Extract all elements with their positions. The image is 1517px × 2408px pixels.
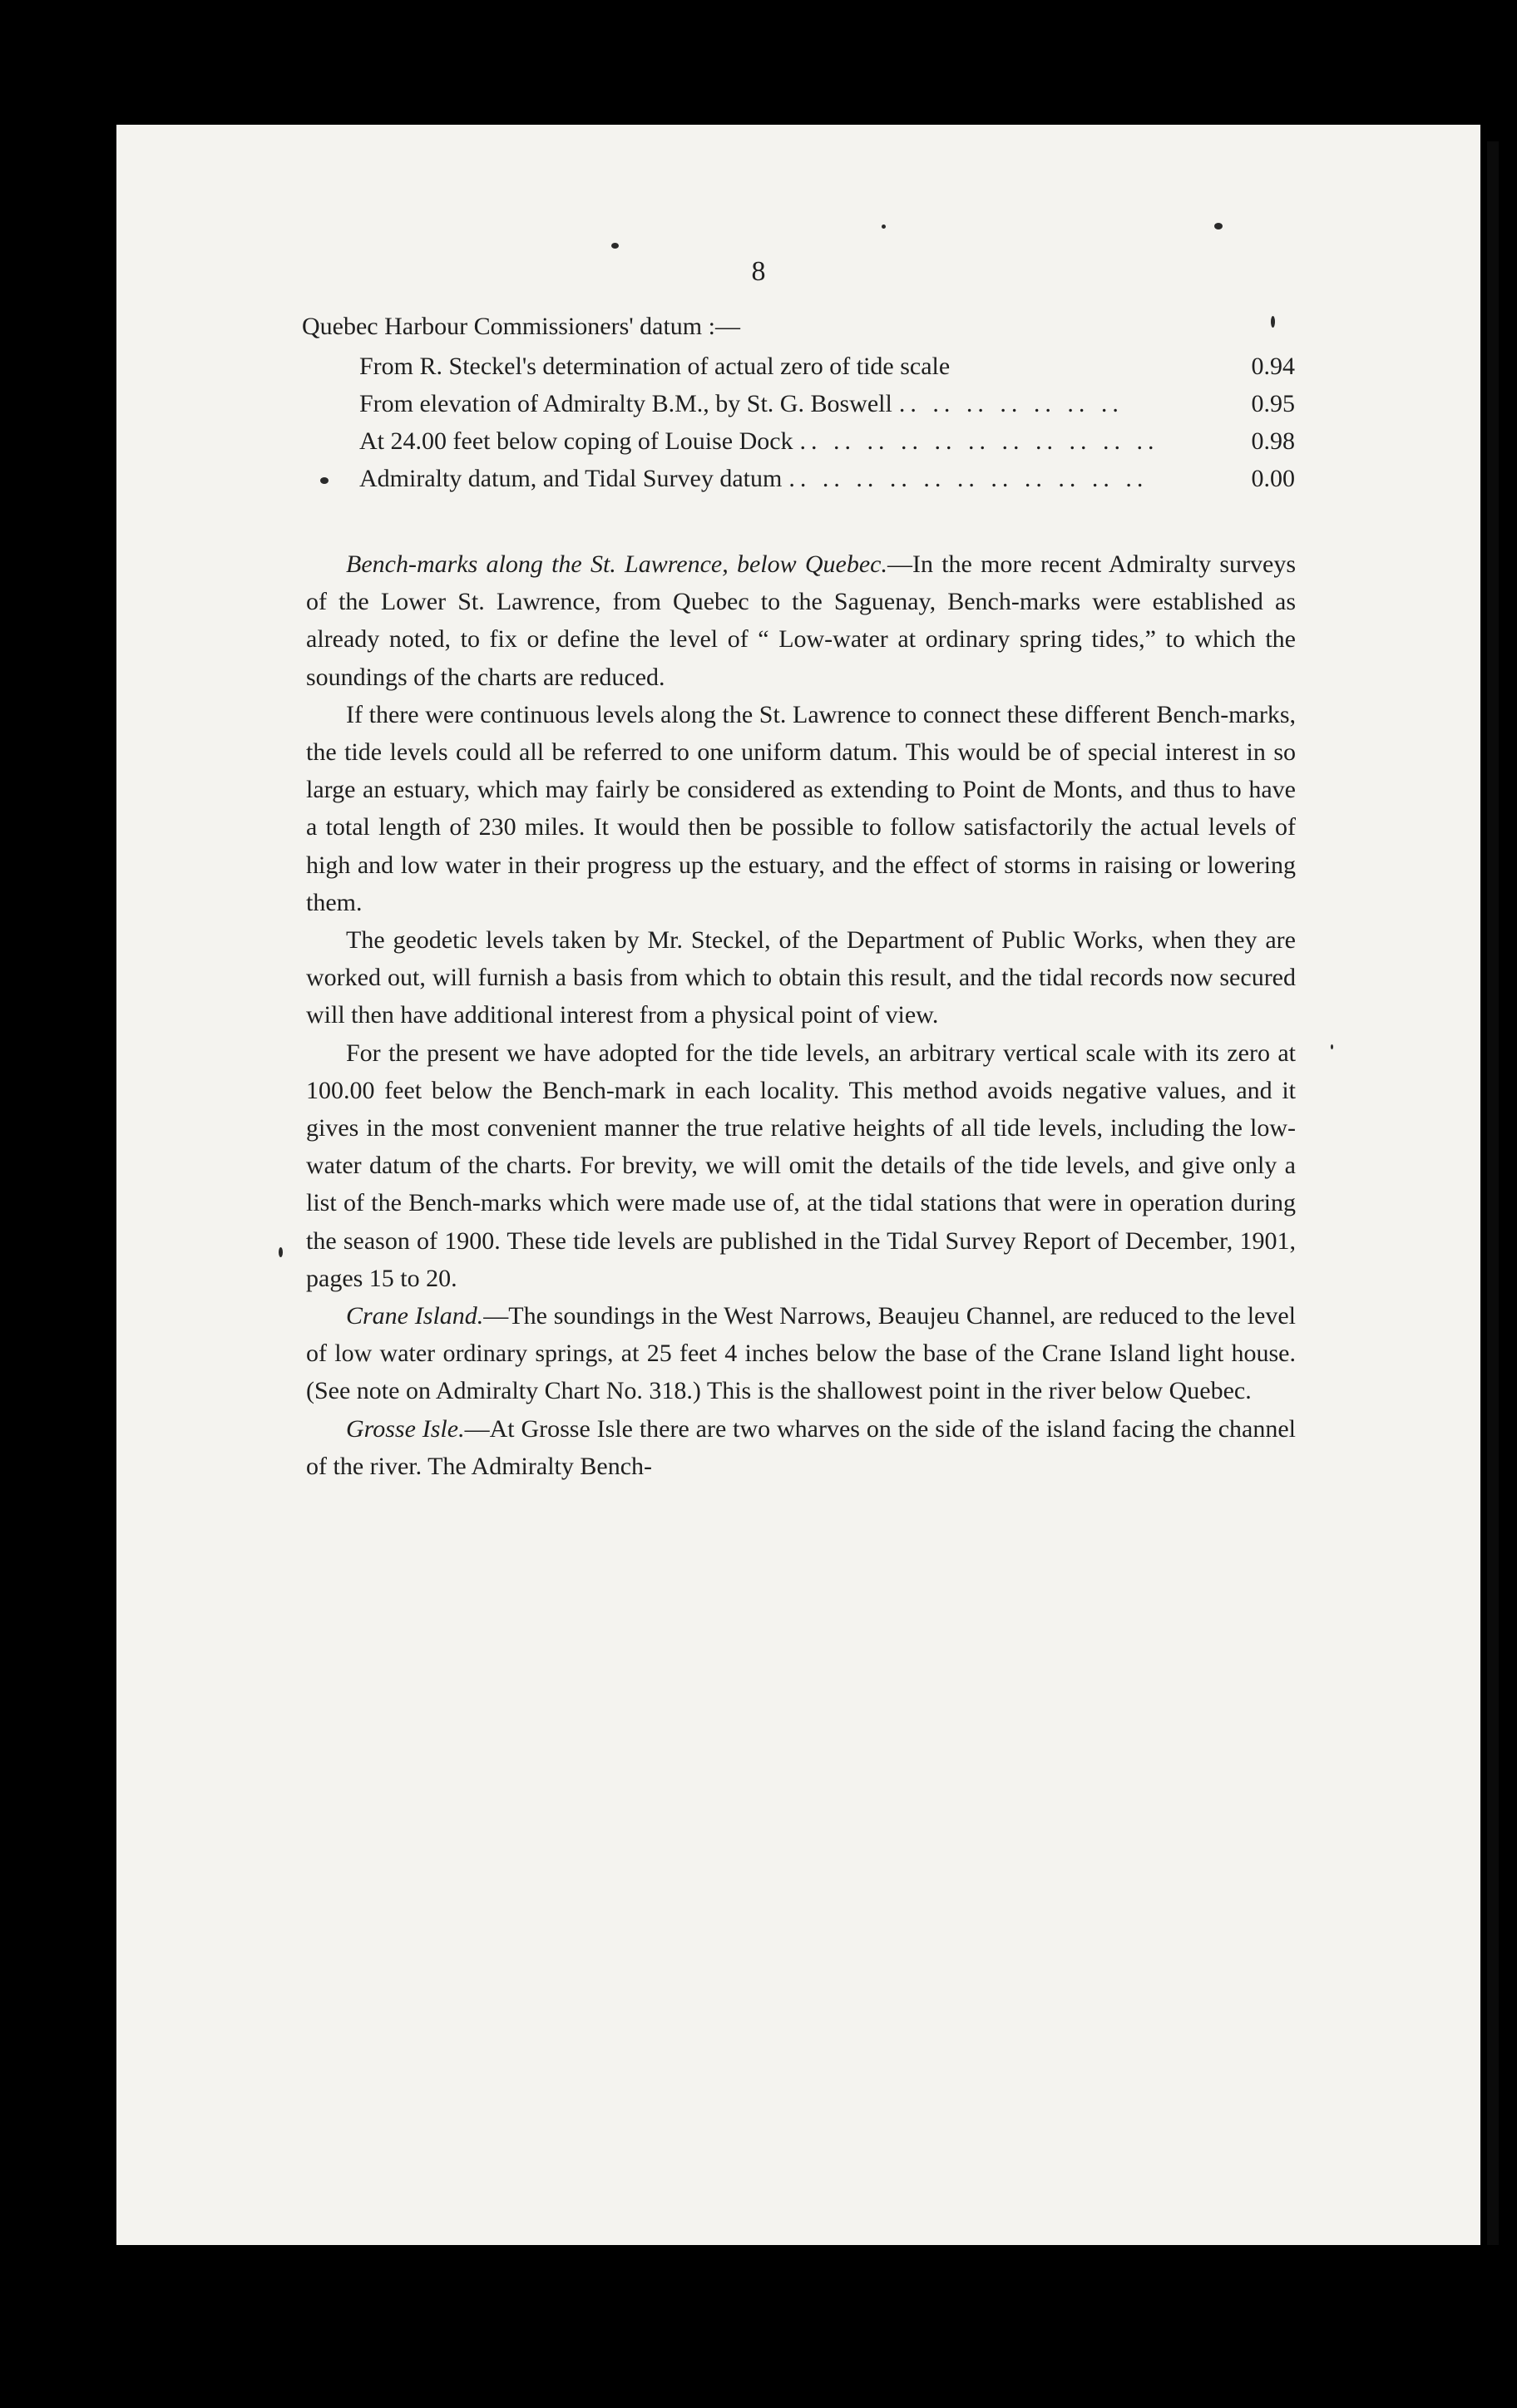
- datum-label: Admiralty datum, and Tidal Survey datum: [359, 465, 783, 492]
- adjacent-page-edge: [1487, 141, 1499, 2245]
- datum-row: [359, 465, 1295, 502]
- datum-row: [359, 390, 1295, 427]
- page-number: 8: [751, 256, 766, 287]
- datum-label: From elevation of Admiralty B.M., by St. G. Boswell: [359, 390, 892, 417]
- dot-leader: .. .. .. .. .. .. .. .. .. .. ..: [788, 465, 1149, 492]
- datum-heading: Quebec Harbour Commissioners' datum :—: [302, 313, 740, 340]
- paragraph: [306, 545, 1296, 696]
- paragraph-text: —In the more recent Admiralty surveys of the Lower St. Lawrence, from Quebec to the Saguenay, Bench-marks were established as already noted, to fix or define the level of “ Low-water at ordinary spring tides,” to which the soundings of the charts are reduced.: [306, 550, 1296, 691]
- dot-leader: .. .. .. .. .. .. .. .. .. .. ..: [799, 427, 1159, 455]
- paragraph-text: —The soundings in the West Narrows, Beaujeu Channel, are reduced to the level of low water ordinary springs, at 25 feet 4 inches below the base of the Crane Island light house. (See note on Admiralty Chart No. 318.) This is the shallowest point in the river below Quebec.: [306, 1302, 1297, 1405]
- dot-leader: .. .. .. .. .. .. ..: [898, 390, 1124, 417]
- datum-table: [359, 353, 1295, 502]
- datum-label: At 24.00 feet below coping of Louise Dock: [359, 427, 793, 455]
- paragraph-text: The geodetic levels taken by Mr. Steckel, of the Department of Public Works, when they are worked out, will furnish a basis from which to obtain this result, and the tidal records now secured will then have additional interest from a physical point of view.: [306, 926, 1296, 1029]
- run-in-heading: Bench-marks along the St. Lawrence, below Quebec.: [346, 550, 887, 578]
- run-in-heading: Crane Island.: [346, 1302, 484, 1330]
- datum-label: From R. Steckel's determination of actual zero of tide scale: [359, 353, 951, 380]
- datum-value: 0.98: [1251, 427, 1295, 455]
- datum-row: [359, 353, 1295, 390]
- paragraph: [306, 1297, 1296, 1410]
- paragraph-text: For the present we have adopted for the tide levels, an arbitrary vertical scale with its zero at 100.00 feet below the Bench-mark in each locality. This method avoids negative values, and it gives in the most convenient manner the true relative heights of all tide levels, including the low-water datum of the charts. For brevity, we will omit the details of the tide levels, and give only a list of the Bench-marks which were made use of, at the tidal stations that were in operation during the season of 1900. These tide levels are published in the Tidal Survey Report of December, 1901, pages 15 to 20.: [306, 1039, 1296, 1292]
- datum-value: 0.94: [1251, 353, 1295, 380]
- body-text: [306, 545, 1296, 1485]
- paragraph: [306, 921, 1296, 1034]
- paragraph-text: —At Grosse Isle there are two wharves on the side of the island facing the channel of the river. The Admiralty Bench-: [306, 1414, 1296, 1480]
- datum-value: 0.00: [1251, 465, 1295, 492]
- paragraph: [306, 1410, 1296, 1485]
- paragraph-text: If there were continuous levels along the St. Lawrence to connect these different Bench-marks, the tide levels could all be referred to one uniform datum. This would be of special interest in so large an estuary, which may fairly be considered as extending to Point de Monts, and thus to have a total length of 230 miles. It would then be possible to follow satisfactorily the actual levels of high and low water in their progress up the estuary, and the effect of storms in raising or lowering them.: [306, 700, 1296, 916]
- paragraph: [306, 696, 1296, 921]
- datum-row: [359, 427, 1295, 465]
- datum-value: 0.95: [1251, 390, 1295, 417]
- paragraph: [306, 1034, 1296, 1297]
- run-in-heading: Grosse Isle.: [346, 1414, 465, 1443]
